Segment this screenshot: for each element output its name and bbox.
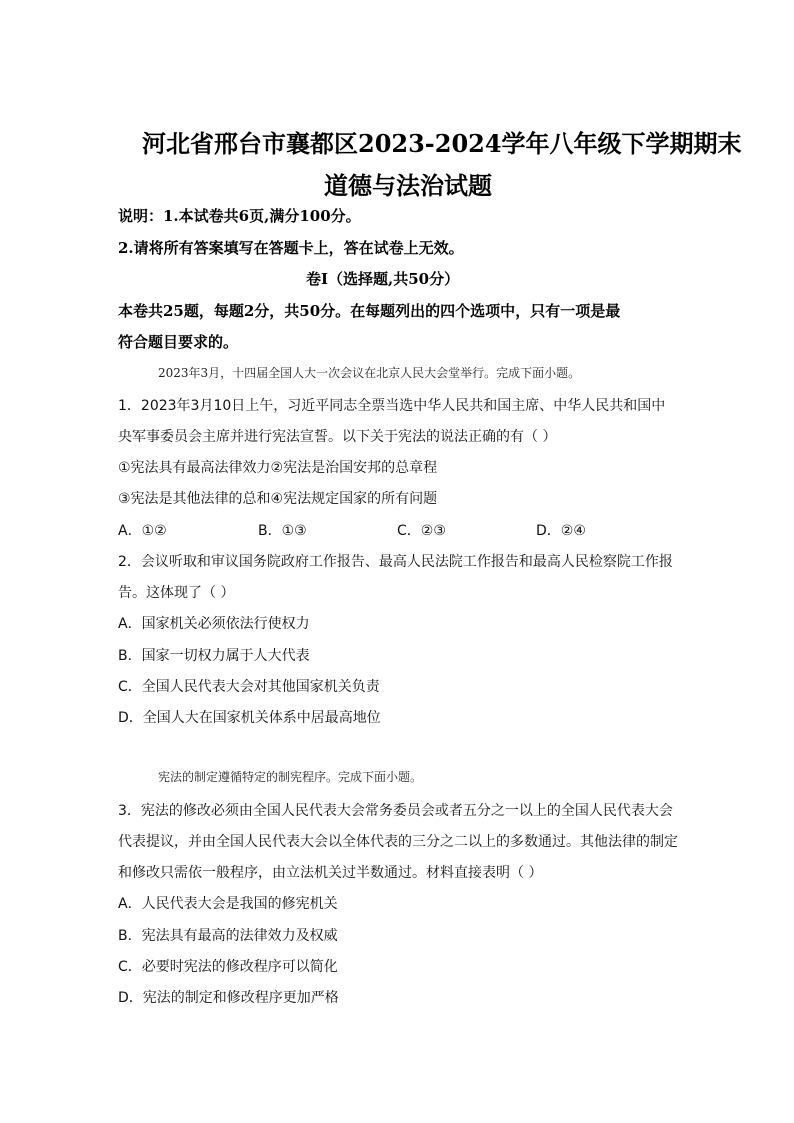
question-3-option-d[interactable]: D．宪法的制定和修改程序更加严格 (118, 990, 339, 1006)
section-instruction-line2: 符合题目要求的。 (118, 333, 239, 351)
question-2-option-d[interactable]: D．全国人大在国家机关体系中居最高地位 (118, 710, 381, 726)
question-1-option-a[interactable]: A．①② (118, 523, 167, 539)
section-instruction-line1: 本卷共25题，每题2分，共50分。在每题列出的四个选项中，只有一项是最 (118, 302, 621, 320)
exam-title-line2: 道德与法治试题 (324, 171, 492, 200)
question-1-statement-1: ①宪法具有最高法律效力②宪法是治国安邦的总章程 (118, 460, 438, 476)
question-2-option-b[interactable]: B．国家一切权力属于人大代表 (118, 648, 310, 664)
question-3-option-b[interactable]: B．宪法具有最高的法律效力及权威 (118, 928, 338, 944)
question-3-stem-line3: 和修改只需依一般程序，由立法机关过半数通过。材料直接表明（ ） (118, 865, 543, 881)
exam-title-line1: 河北省邢台市襄都区2023-2024学年八年级下学期期末 (142, 129, 742, 158)
question-2-option-c[interactable]: C．全国人民代表大会对其他国家机关负责 (118, 679, 380, 695)
question-3-option-a[interactable]: A．人民代表大会是我国的修宪机关 (118, 896, 338, 912)
question-3-stem-line1: 3．宪法的修改必须由全国人民代表大会常务委员会或者五分之一以上的全国人民代表大会 (118, 803, 673, 819)
instructions-note-2: 2.请将所有答案填写在答题卡上，答在试卷上无效。 (118, 239, 464, 257)
question-2-option-a[interactable]: A．国家机关必须依法行使权力 (118, 616, 310, 632)
question-3-stem-line2: 代表提议，并由全国人民代表大会以全体代表的三分之二以上的多数通过。其他法律的制定 (118, 834, 678, 850)
question-3-option-c[interactable]: C．必要时宪法的修改程序可以简化 (118, 959, 338, 975)
question-1-statement-2: ③宪法是其他法律的总和④宪法规定国家的所有问题 (118, 491, 438, 507)
question-1-option-c[interactable]: C．②③ (397, 523, 446, 539)
material-intro-1: 2023年3月，十四届全国人大一次会议在北京人民大会堂举行。完成下面小题。 (158, 366, 581, 380)
question-1-option-d[interactable]: D．②④ (536, 523, 586, 539)
section-title: 卷Ⅰ（选择题,共50分） (306, 270, 460, 288)
question-2-stem-line2: 告。这体现了（ ） (118, 585, 235, 601)
question-2-stem-line1: 2．会议听取和审议国务院政府工作报告、最高人民法院工作报告和最高人民检察院工作报 (118, 554, 673, 570)
question-1-option-b[interactable]: B．①③ (258, 523, 307, 539)
instructions-note-1: 说明：1.本试卷共6页,满分100分。 (118, 207, 361, 225)
material-intro-2: 宪法的制定遵循特定的制宪程序。完成下面小题。 (158, 770, 423, 784)
question-1-stem-line1: 1．2023年3月10日上午，习近平同志全票当选中华人民共和国主席、中华人民共和国中 (118, 398, 666, 414)
question-1-stem-line2: 央军事委员会主席并进行宪法宣誓。以下关于宪法的说法正确的有（ ） (118, 429, 557, 445)
